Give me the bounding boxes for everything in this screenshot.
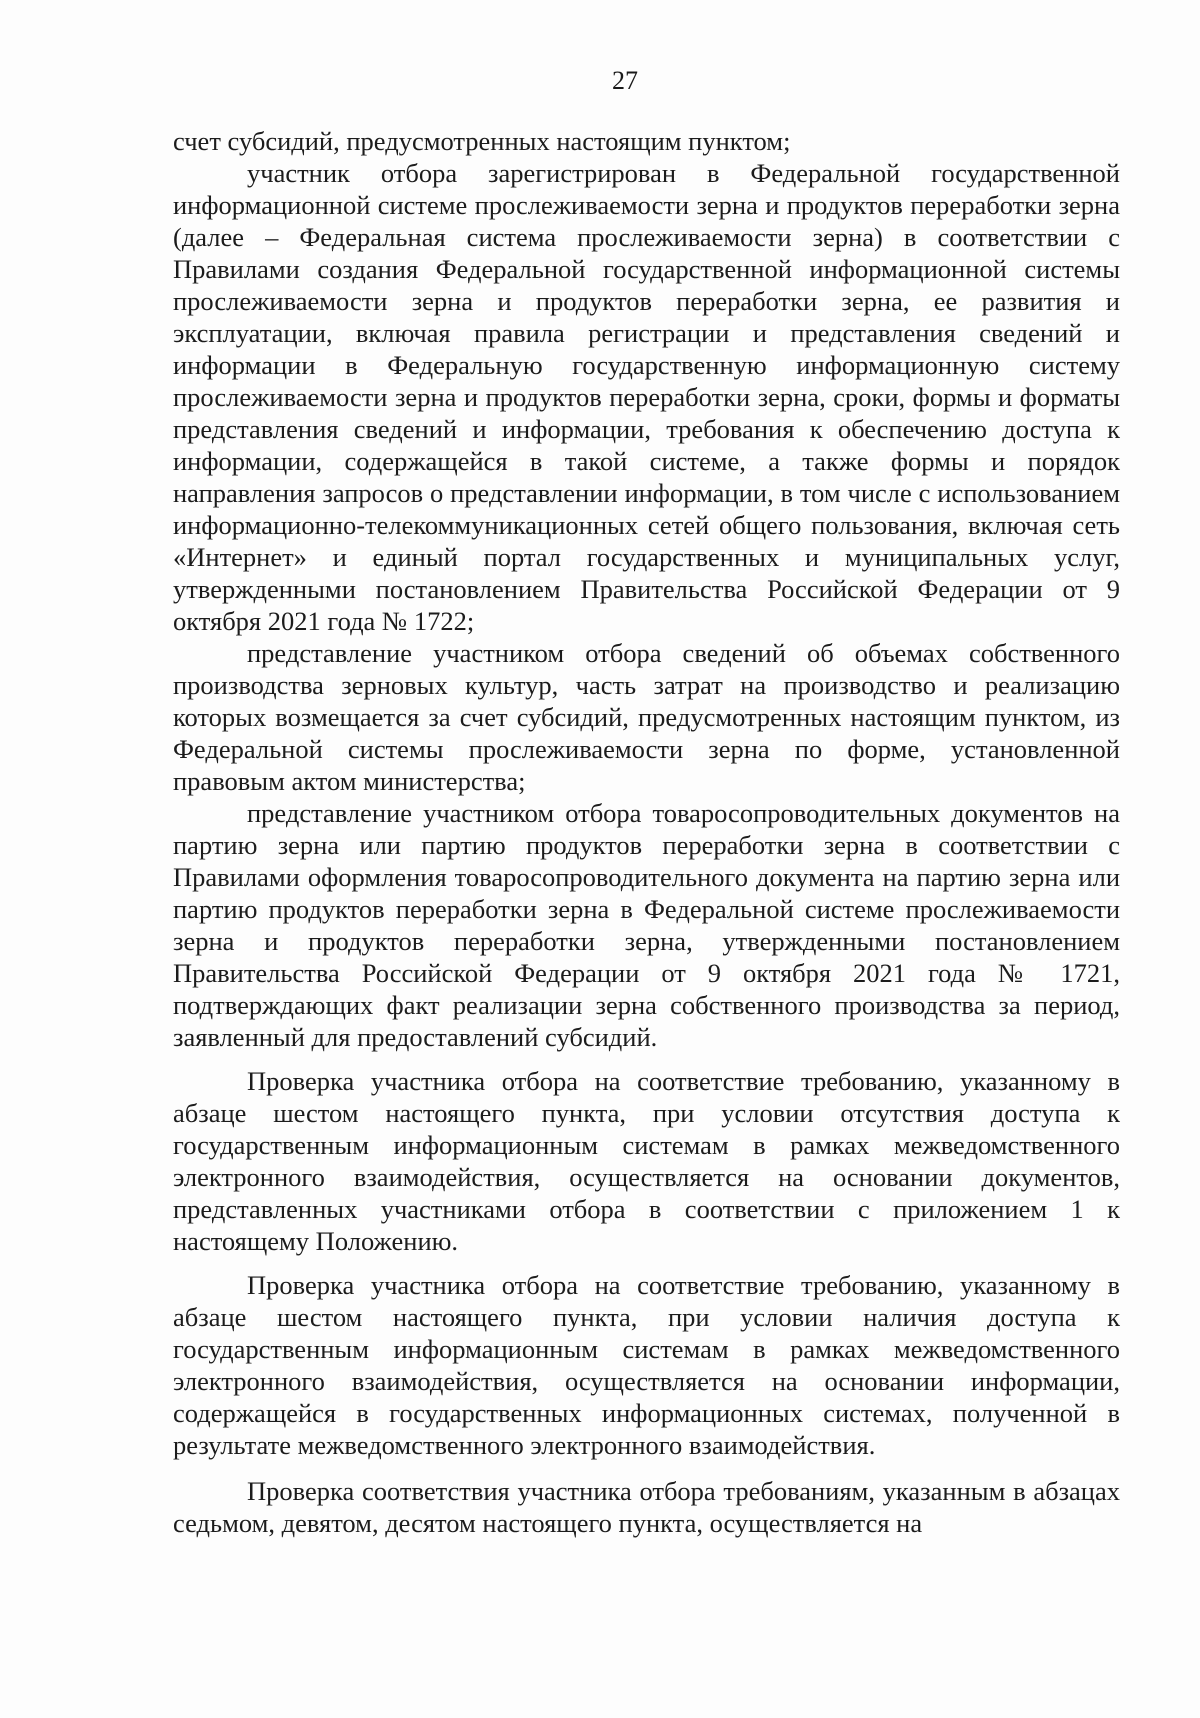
paragraph-production-volume: представление участником отбора сведений об объемах собственного производства зерновых культур, часть затрат на производство и реализацию которых возмещается за счет субсидий, предусмотренных настоящим пунктом, из Федеральной системы прослеживаемости зерна по форме, установленной правовым актом министерства; bbox=[173, 638, 1120, 796]
paragraph-continuation: счет субсидий, предусмотренных настоящим пунктом; bbox=[173, 126, 791, 156]
paragraph-check-without-access: Проверка участника отбора на соответствие требованию, указанному в абзаце шестом настоящего пункта, при условии отсутствия доступа к государственным информационным системам в рамках межведомственного электронного взаимодействия, осуществляется на основании документов, представленных участниками отбора в соответствии с приложением 1 к настоящему Положению. bbox=[173, 1066, 1120, 1256]
document-body bbox=[173, 125, 1120, 1539]
page-number: 27 bbox=[612, 66, 638, 95]
paragraph-registration-requirement: участник отбора зарегистрирован в Федеральной государственной информационной системе прослеживаемости зерна и продуктов переработки зерна (далее – Федеральная система прослеживаемости зерна) в соответствии с Правилами создания Федеральной государственной информационной системы прослеживаемости зерна и продуктов переработки зерна, ее развития и эксплуатации, включая правила регистрации и представления сведений и информации в Федеральную государственную информационную систему прослеживаемости зерна и продуктов переработки зерна, сроки, формы и форматы представления сведений и информации, требования к обеспечению доступа к информации, содержащейся в такой системе, а также формы и порядок направления запросов о представлении информации, в том числе с использованием информационно-телекоммуникационных сетей общего пользования, включая сеть «Интернет» и единый портал государственных и муниципальных услуг, утвержденными постановлением Правительства Российской Федерации от 9 октября 2021 года № 1722; bbox=[173, 158, 1120, 636]
paragraph-shipping-documents: представление участником отбора товаросопроводительных документов на партию зерна или партию продуктов переработки зерна в соответствии с Правилами оформления товаросопроводительного документа на партию зерна или партию продуктов переработки зерна в Федеральной системе прослеживаемости зерна и продуктов переработки зерна, утвержденными постановлением Правительства Российской Федерации от 9 октября 2021 года № 1721, подтверждающих факт реализации зерна собственного производства за период, заявленный для предоставлений субсидий. bbox=[173, 798, 1120, 1052]
paragraph-check-with-access: Проверка участника отбора на соответствие требованию, указанному в абзаце шестом настоящего пункта, при условии наличия доступа к государственным информационным системам в рамках межведомственного электронного взаимодействия, осуществляется на основании информации, содержащейся в государственных информационных системах, полученной в результате межведомственного электронного взаимодействия. bbox=[173, 1270, 1120, 1460]
paragraph-compliance-check: Проверка соответствия участника отбора требованиям, указанным в абзацах седьмом, девятом, десятом настоящего пункта, осуществляется на bbox=[173, 1476, 1120, 1538]
